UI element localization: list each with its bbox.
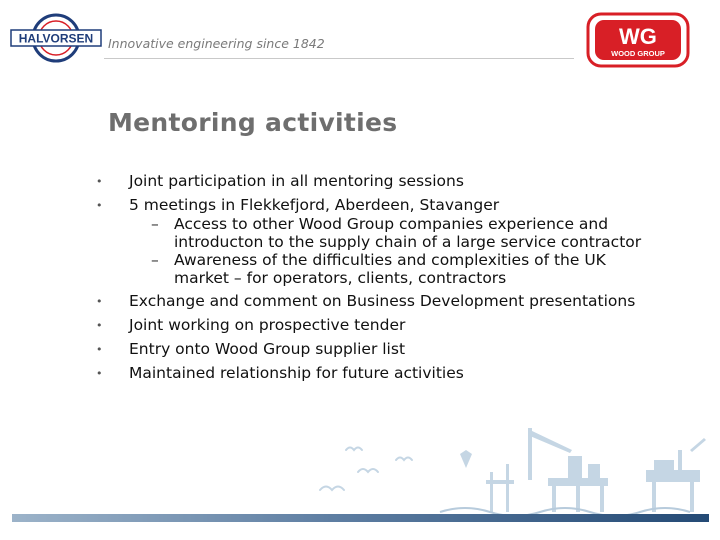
bullet-item xyxy=(96,364,656,383)
bullet-list xyxy=(96,172,656,388)
sub-bullet-text: Access to other Wood Group companies experience and introducton to the supply chain of a large service contractor xyxy=(174,215,642,251)
sub-bullet-text: Awareness of the difficulties and complexities of the UK market – for operators, clients, contractors xyxy=(174,251,606,287)
wg-logo-text: WOOD GROUP xyxy=(611,49,665,58)
halvorsen-logo xyxy=(10,12,102,64)
header-divider xyxy=(104,58,574,59)
bullet-text: Exchange and comment on Business Development presentations xyxy=(129,292,636,310)
bullet-text: Joint working on prospective tender xyxy=(129,316,406,334)
halvorsen-logo-text: HALVORSEN xyxy=(18,31,94,46)
bullet-item xyxy=(96,292,656,311)
wood-group-logo xyxy=(586,12,690,68)
footer-bar xyxy=(12,514,709,522)
bullet-text: Joint participation in all mentoring sessions xyxy=(129,172,464,190)
bullet-item xyxy=(96,172,656,191)
bullet-item xyxy=(96,316,656,335)
sub-bullet-item xyxy=(129,252,656,287)
bullet-text: Maintained relationship for future activities xyxy=(129,364,464,382)
bullet-text: 5 meetings in Flekkefjord, Aberdeen, Stavanger xyxy=(129,196,500,214)
bullet-text: Entry onto Wood Group supplier list xyxy=(129,340,406,358)
sub-bullet-list xyxy=(129,216,656,287)
bullet-item xyxy=(96,196,656,287)
bullet-item xyxy=(96,340,656,359)
slide-title: Mentoring activities xyxy=(108,108,398,137)
tagline: Innovative engineering since 1842 xyxy=(108,36,325,51)
wg-logo-monogram: WG xyxy=(619,24,657,49)
offshore-platform-graphic xyxy=(300,420,720,520)
sub-bullet-item xyxy=(129,216,656,251)
